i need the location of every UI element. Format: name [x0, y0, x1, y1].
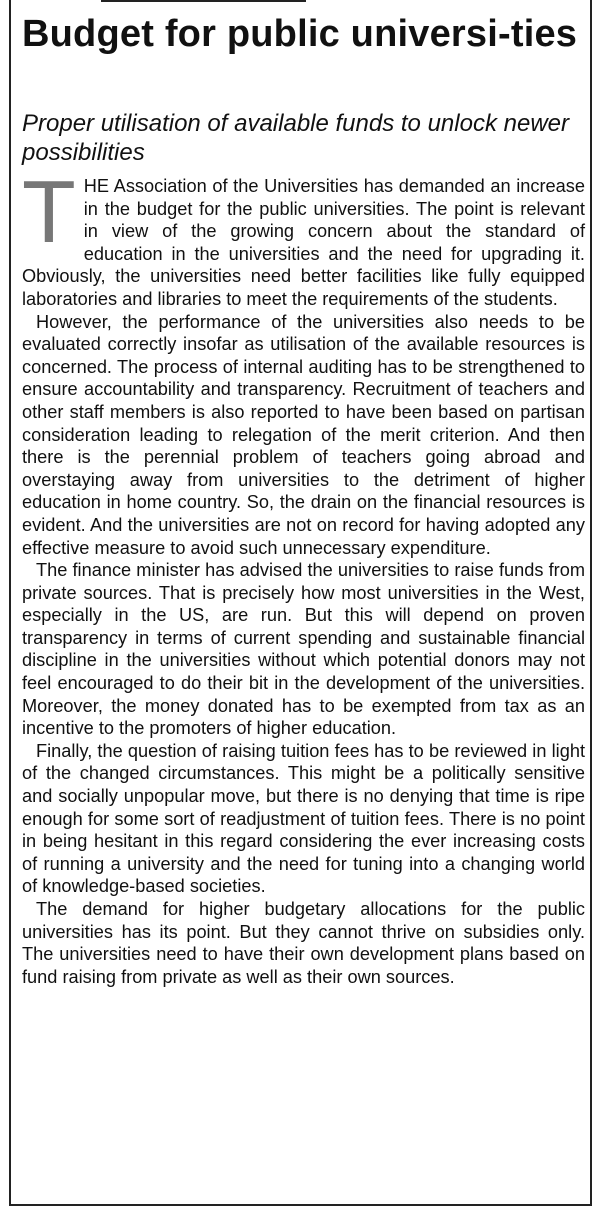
paragraph-1-text: HE Association of the Universities has demanded an increase in the budget for the public universities. The point is relevant in view of the growing concern about the standard of education in the universities and the need for upgrading it. Obviously, the universities need better facilities like fully equipped laboratories and libraries to meet the requirements of the students.: [22, 176, 585, 309]
drop-cap: T: [22, 162, 76, 261]
subheadline: Proper utilisation of available funds to unlock newer possibilities: [22, 110, 569, 166]
paragraph-4: Finally, the question of raising tuition fees has to be reviewed in light of the changed circumstances. This might be a politically sensitive and socially unpopular move, but there is no denying that time is ripe enough for some sort of readjustment of tuition fees. There is no point in being hesitant in this regard considering the ever increasing costs of running a university and the need for tuning into a changing world of knowledge-based societies.: [22, 740, 585, 897]
article-body: [22, 162, 585, 988]
paragraph-1: [22, 162, 585, 311]
headline: Budget for public universi-ties: [22, 13, 578, 55]
paragraph-5: The demand for higher budgetary allocations for the public universities has its point. But they cannot thrive on subsidies only. The universities need to have their own development plans based on fund raising from private as well as their own sources.: [22, 899, 585, 987]
editorial-article: [9, 0, 592, 1206]
paragraph-2: However, the performance of the universities also needs to be evaluated correctly insofar as utilisation of the available resources is concerned. The process of internal auditing has to be strengthened to ensure accountability and transparency. Recruitment of teachers and other staff members is also reported to have been based on partisan consideration leading to relegation of the merit criterion. And then there is the perennial problem of teachers going abroad and overstaying away from universities to the detriment of higher education in home country. So, the drain on the financial resources is evident. And the universities are not on record for having adopted any effective measure to avoid such unnecessary expenditure.: [22, 311, 585, 558]
paragraph-3: The finance minister has advised the universities to raise funds from private sources. That is precisely how most universities in the West, especially in the US, are run. But this will depend on proven transparency in terms of current spending and sustainable financial discipline in the universities without which potential donors may not feel encouraged to do their bit in the development of the universities. Moreover, the money donated has to be exempted from tax as an incentive to the promoters of higher education.: [22, 560, 585, 739]
top-rule: [101, 0, 306, 2]
